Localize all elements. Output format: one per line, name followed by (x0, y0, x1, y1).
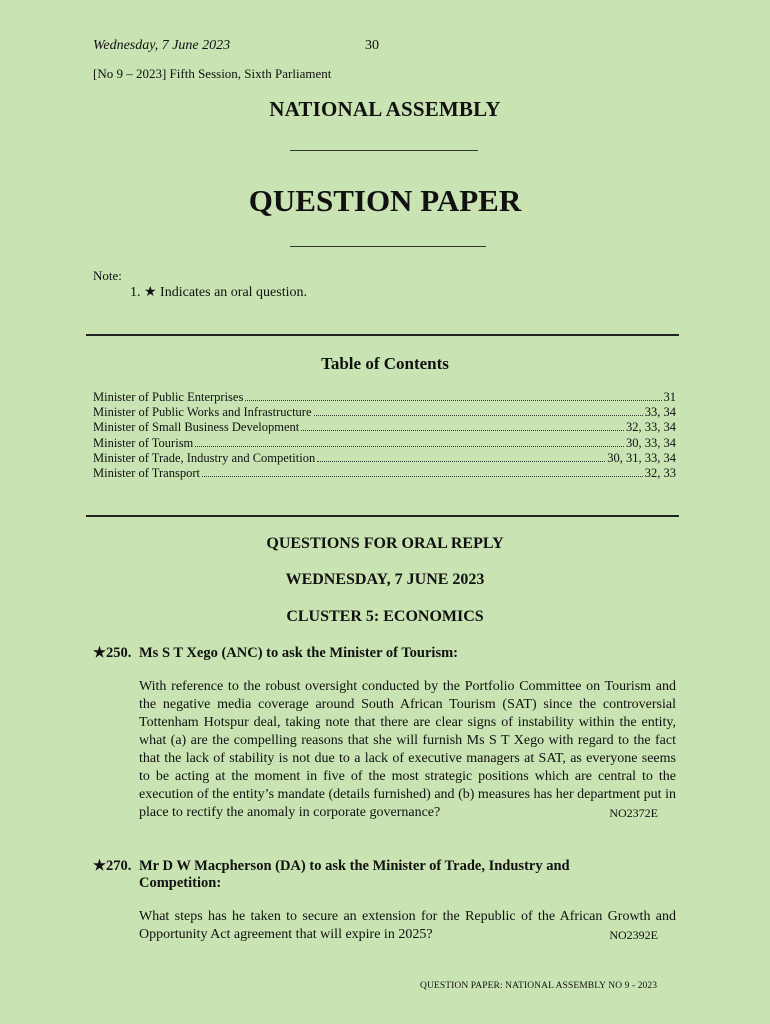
toc-entry-pages: 30, 31, 33, 34 (607, 450, 676, 465)
question-heading (93, 645, 676, 662)
toc-entry-name: Minister of Public Enterprises (93, 390, 244, 404)
title-divider (290, 150, 478, 151)
toc-entry-pages: 33, 34 (644, 405, 676, 420)
toc-entry[interactable] (93, 466, 676, 481)
section-divider (86, 334, 679, 336)
section-date: WEDNESDAY, 7 JUNE 2023 (285, 571, 485, 588)
toc-title: Table of Contents (321, 354, 449, 373)
question-asker-continued: Competition: (139, 875, 222, 891)
toc-entry[interactable] (93, 390, 676, 405)
toc-entry-name: Minister of Public Works and Infrastructure (93, 405, 312, 420)
toc-leader (195, 436, 624, 447)
toc-entry[interactable] (93, 436, 676, 451)
question-text: With reference to the robust oversight conducted by the Portfolio Committee on Tourism and the negative media coverage around South African Tourism (SAT) since the controversial Tottenham Hotspur deal, taking note that there are clear signs of instability within the entity, what (a) are the compelling reasons that she will furnish Ms S T Xego with regard to the fact that the lack of stability is not due to a lack of executive managers at SAT, as everyone seems to be acting at the moment in five of the most strategic positions which are central to the execution of the entity’s mandate (details furnished) and (b) measures has her department put in place to rectify the anomaly in corporate governance? (139, 679, 676, 820)
toc-leader (317, 451, 605, 462)
question-asker: Mr D W Macpherson (DA) to ask the Minister of Trade, Industry and (139, 858, 570, 874)
toc-entry[interactable] (93, 420, 676, 435)
toc-leader (245, 390, 661, 401)
toc-leader (202, 466, 643, 477)
toc-entry-pages: 31 (663, 390, 676, 404)
question-reference: NO2392E (609, 928, 658, 942)
toc-entry[interactable] (93, 405, 676, 420)
question-reference: NO2372E (609, 806, 658, 820)
question-asker: Ms S T Xego (ANC) to ask the Minister of Tourism: (139, 645, 459, 661)
toc-leader (301, 420, 624, 431)
question-number: ★250. (93, 645, 132, 661)
toc-entry-pages: 30, 33, 34 (626, 435, 676, 450)
toc-entry-name: Minister of Tourism (93, 435, 194, 450)
page-footer: QUESTION PAPER: NATIONAL ASSEMBLY NO 9 - 2023 (420, 981, 658, 991)
title-divider (290, 246, 486, 247)
toc-entry-name: Minister of Trade, Industry and Competition (93, 450, 316, 465)
note-label: Note: (93, 268, 122, 283)
assembly-title: NATIONAL ASSEMBLY (269, 97, 501, 121)
question-text: What steps has he taken to secure an extension for the Republic of the African Growth and Opportunity Act agreement that will expire in 2025? (139, 909, 676, 942)
note-item: 1. ★ Indicates an oral question. (130, 285, 308, 300)
question-paper-title: QUESTION PAPER (248, 183, 522, 218)
question-body (139, 678, 676, 822)
question-heading (93, 858, 676, 892)
cluster-heading: CLUSTER 5: ECONOMICS (286, 608, 484, 625)
toc-entry[interactable] (93, 451, 676, 466)
header-date: Wednesday, 7 June 2023 (93, 38, 231, 53)
session-line: [No 9 – 2023] Fifth Session, Sixth Parliament (93, 66, 332, 81)
toc-leader (314, 405, 643, 416)
table-of-contents (93, 390, 676, 481)
section-divider (86, 515, 679, 517)
toc-entry-pages: 32, 33 (644, 465, 676, 480)
question-body (139, 908, 676, 944)
toc-entry-name: Minister of Transport (93, 465, 200, 480)
question-number: ★270. (93, 858, 132, 874)
toc-entry-pages: 32, 33, 34 (626, 420, 676, 435)
page-number: 30 (365, 38, 379, 53)
section-heading: QUESTIONS FOR ORAL REPLY (266, 535, 504, 552)
toc-entry-name: Minister of Small Business Development (93, 420, 300, 435)
